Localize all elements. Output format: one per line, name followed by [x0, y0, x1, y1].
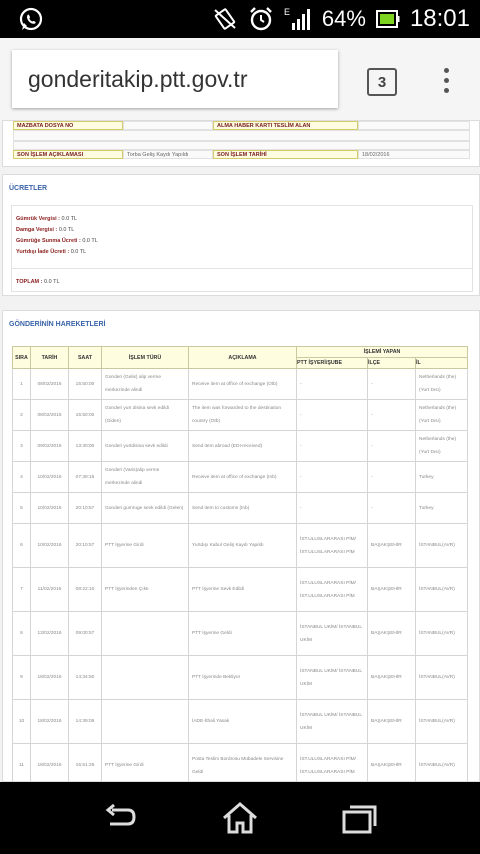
back-icon[interactable]: [100, 800, 140, 836]
cell-ptt: İSTANBUL UKİM/ İSTANBUL UKİM: [297, 656, 368, 700]
cell-il: Netherlands (the) (Yurt Dısı): [416, 400, 468, 431]
cell-tarih: 18/02/2016: [31, 700, 69, 744]
battery-percent: 64%: [321, 6, 366, 31]
cell-il: İSTANBUL(AVR): [416, 612, 468, 656]
cell-islem: [102, 612, 189, 656]
cell-islem: Gonderi yurtdisina sevk edildi: [102, 431, 189, 462]
cell-ptt: -: [297, 431, 368, 462]
col-header-islemi-yapan: İŞLEMİ YAPAN: [297, 347, 468, 358]
cell-saat: 13:30:00: [69, 431, 102, 462]
cell-saat: 07:39:16: [69, 462, 102, 493]
home-icon[interactable]: [220, 800, 260, 836]
cell-islem: Gonderi (Gelis) alip verme merkezinde alindi: [102, 369, 189, 400]
cell-saat: 15:51:25: [69, 744, 102, 788]
cell-aciklama: Send item abroad (EDI-received): [189, 431, 297, 462]
cell-saat: 14:34:50: [69, 656, 102, 700]
cell-ilce: BAŞAKŞEHİR: [368, 612, 416, 656]
fee-customs: Gümrük Vergisi : 0.0 TL: [16, 216, 78, 222]
table-row: [13, 400, 468, 431]
cell-islem: [102, 656, 189, 700]
cell-ilce: BAŞAKŞEHİR: [368, 568, 416, 612]
fees-panel: [2, 174, 480, 296]
cell-tarih: 10/02/2016: [31, 524, 69, 568]
cell-aciklama: Posta Teslim Bordrosu Mübadele Servisine Geldi: [189, 744, 297, 788]
vibrate-icon: [212, 6, 238, 32]
browser-toolbar: [0, 38, 480, 125]
table-row: [13, 493, 468, 524]
signal-icon: [284, 6, 312, 32]
cell-saat: 09:00:57: [69, 612, 102, 656]
cell-sira: 7: [13, 568, 31, 612]
cell-saat: 20:10:57: [69, 524, 102, 568]
cell-il: İSTANBUL(AVR): [416, 656, 468, 700]
cell-ptt: -: [297, 369, 368, 400]
cell-islem: Gonderi (Varis)alip verme merkezinde alindi: [102, 462, 189, 493]
table-row: [13, 612, 468, 656]
fee-stamp: Damga Vergisi : 0.0 TL: [16, 227, 75, 233]
cell-saat: 15:50:00: [69, 400, 102, 431]
web-content: [0, 124, 480, 782]
cell-aciklama: Send item to customs (Inb): [189, 493, 297, 524]
cell-sira: 4: [13, 462, 31, 493]
spacer-row: [13, 141, 470, 150]
alarm-icon: [248, 6, 274, 32]
cell-sira: 1: [13, 369, 31, 400]
cell-ptt: -: [297, 400, 368, 431]
cell-ilce: -: [368, 431, 416, 462]
cell-tarih: 09/02/2016: [31, 431, 69, 462]
cell-ptt: İST.ULUSLARARASI PİM/İST.ULUSLARARASI PİM: [297, 568, 368, 612]
cell-ptt: -: [297, 462, 368, 493]
cell-il: İSTANBUL(AVR): [416, 744, 468, 788]
cell-il: İSTANBUL(AVR): [416, 524, 468, 568]
cell-saat: 08:22:10: [69, 568, 102, 612]
cell-ilce: BAŞAKŞEHİR: [368, 524, 416, 568]
cell-sira: 3: [13, 431, 31, 462]
cell-aciklama: Receive item at office of exchange (Otb): [189, 369, 297, 400]
col-header-il: İL: [416, 358, 468, 369]
cell-sira: 2: [13, 400, 31, 431]
cell-ptt: -: [297, 493, 368, 524]
cell-islem: PTT İşyerine Girdi: [102, 524, 189, 568]
cell-saat: 14:39:06: [69, 700, 102, 744]
cell-islem: Gonderi gumruge sevk edildi (Gelen): [102, 493, 189, 524]
table-row: [13, 431, 468, 462]
cell-ilce: -: [368, 493, 416, 524]
cell-ptt: İST.ULUSLARARASI PİM/İST.ULUSLARARASI PİM: [297, 524, 368, 568]
cell-tarih: 13/02/2016: [31, 612, 69, 656]
url-text: gonderitakip.ptt.gov.tr: [28, 65, 248, 92]
col-header-ptt: PTT İŞYERİ/ŞUBE: [297, 358, 368, 369]
last-action-date-value: 18/02/2016: [358, 150, 470, 159]
alma-label: ALMA HABER KARTI TESLİM ALAN: [213, 121, 358, 130]
cell-aciklama: İADE-İthali Yasak: [189, 700, 297, 744]
fee-return-abroad: Yurtdışı İade Ücreti : 0.0 TL: [16, 249, 87, 255]
cell-islem: PTT İşyerine Girdi: [102, 744, 189, 788]
cell-ptt: İSTANBUL UKİM/ İSTANBUL UKİM: [297, 612, 368, 656]
cell-sira: 11: [13, 744, 31, 788]
cell-tarih: 08/02/2016: [31, 369, 69, 400]
cell-aciklama: Yurtdışı Kabul Geliş Kaydı Yapıldı: [189, 524, 297, 568]
table-row: [13, 369, 468, 400]
shipment-info-panel: [2, 120, 480, 167]
navigation-bar: [0, 782, 480, 854]
cell-ilce: BAŞAKŞEHİR: [368, 744, 416, 788]
table-row: [13, 462, 468, 493]
fees-title: ÜCRETLER: [9, 185, 48, 192]
table-row: [13, 568, 468, 612]
cell-sira: 8: [13, 612, 31, 656]
cell-ptt: İST.ULUSLARARASI PİM/İST.ULUSLARARASI PİM: [297, 744, 368, 788]
status-bar: [0, 0, 480, 38]
movements-title: GÖNDERİNİN HAREKETLERİ: [9, 321, 106, 328]
cell-sira: 9: [13, 656, 31, 700]
col-header-ilce: İLÇE: [368, 358, 416, 369]
cell-il: İSTANBUL(AVR): [416, 568, 468, 612]
svg-text:E: E: [283, 7, 290, 17]
fee-customs-presentation: Gümrüğe Sunma Ücreti : 0.0 TL: [16, 238, 98, 244]
cell-tarih: 18/02/2016: [31, 656, 69, 700]
cell-tarih: 18/02/2016: [31, 744, 69, 788]
cell-tarih: 08/02/2016: [31, 400, 69, 431]
cell-islem: PTT İşyerinden Çıktı: [102, 568, 189, 612]
cell-ptt: İSTANBUL UKİM/ İSTANBUL UKİM: [297, 700, 368, 744]
cell-aciklama: The item was forwarded to the destination country (Otb): [189, 400, 297, 431]
last-action-date-label: SON İŞLEM TARİHİ: [213, 150, 358, 159]
cell-il: Netherlands (the) (Yurt Dısı): [416, 431, 468, 462]
movements-table: [12, 346, 468, 832]
cell-ilce: -: [368, 369, 416, 400]
alma-value: [358, 121, 470, 130]
battery-icon: [376, 8, 400, 30]
cell-tarih: 10/02/2016: [31, 493, 69, 524]
cell-saat: 20:10:57: [69, 493, 102, 524]
overflow-menu-icon[interactable]: [441, 68, 451, 94]
cell-tarih: 11/02/2016: [31, 568, 69, 612]
cell-saat: 15:50:00: [69, 369, 102, 400]
cell-il: Turkey: [416, 493, 468, 524]
last-action-desc-label: SON İŞLEM AÇIKLAMASI: [13, 150, 123, 159]
clock: 18:01: [409, 5, 470, 32]
cell-il: İSTANBUL(AVR): [416, 700, 468, 744]
fee-total: TOPLAM : 0.0 TL: [16, 279, 60, 285]
cell-aciklama: PTT İşyerinde Bekliyor: [189, 656, 297, 700]
cell-il: Netherlands (the) (Yurt Dısı): [416, 369, 468, 400]
cell-sira: 6: [13, 524, 31, 568]
mazbata-value: [123, 121, 213, 130]
cell-ilce: -: [368, 462, 416, 493]
col-header-sira: SIRA: [13, 347, 31, 369]
cell-sira: 10: [13, 700, 31, 744]
last-action-desc-value: Torba Geliş Kaydı Yapıldı: [123, 150, 213, 159]
whatsapp-icon: [18, 6, 44, 32]
table-row: [13, 744, 468, 788]
cell-islem: Gonderi yurt disina sevk edildi (Giden): [102, 400, 189, 431]
table-row: [13, 656, 468, 700]
cell-aciklama: PTT İşyerine Geldi: [189, 612, 297, 656]
cell-islem: [102, 700, 189, 744]
recents-icon[interactable]: [340, 800, 380, 836]
cell-tarih: 10/02/2016: [31, 462, 69, 493]
cell-il: Turkey: [416, 462, 468, 493]
cell-sira: 5: [13, 493, 31, 524]
mazbata-label: MAZBATA DOSYA NO: [13, 121, 123, 130]
table-row: [13, 524, 468, 568]
cell-aciklama: PTT İşyerine Sevk Edildi: [189, 568, 297, 612]
tab-switcher-button[interactable]: 3: [367, 68, 397, 96]
cell-ilce: BAŞAKŞEHİR: [368, 700, 416, 744]
table-row: [13, 700, 468, 744]
cell-ilce: BAŞAKŞEHİR: [368, 656, 416, 700]
col-header-tarih: TARİH: [31, 347, 69, 369]
col-header-saat: SAAT: [69, 347, 102, 369]
url-field[interactable]: [12, 50, 338, 108]
col-header-islem: İŞLEM TÜRÜ: [102, 347, 189, 369]
col-header-aciklama: AÇIKLAMA: [189, 347, 297, 369]
movements-table-body: [13, 369, 468, 832]
cell-ilce: -: [368, 400, 416, 431]
cell-aciklama: Receive item at office of exchange (Inb): [189, 462, 297, 493]
spacer-row: [13, 130, 470, 141]
